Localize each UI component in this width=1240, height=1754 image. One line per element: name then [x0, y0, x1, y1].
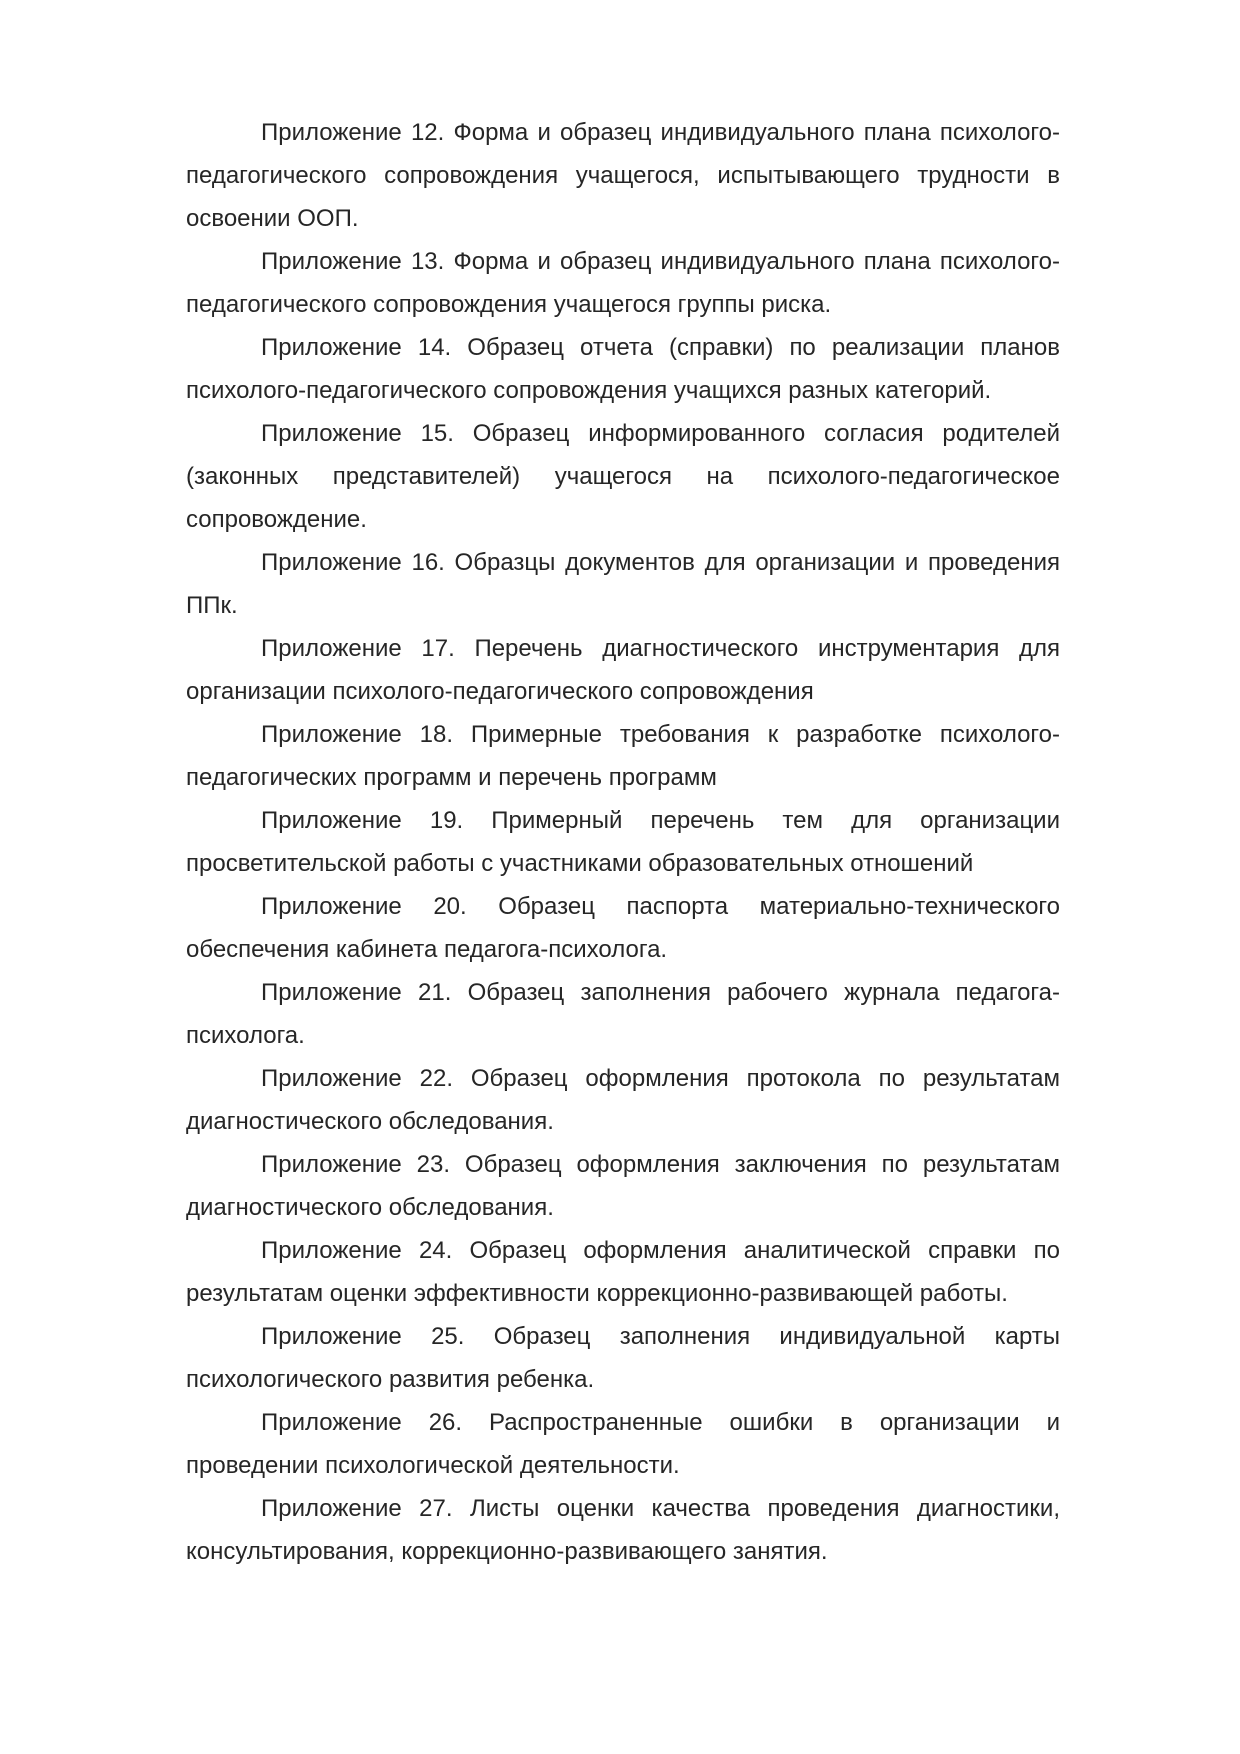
appendix-14: Приложение 14. Образец отчета (справки) по реализации планов психолого-педагогического сопровождения учащихся разных категорий. [186, 334, 1060, 404]
appendix-19: Приложение 19. Примерный перечень тем для организации просветительской работы с участниками образовательных отношений [186, 807, 1060, 877]
appendix-25: Приложение 25. Образец заполнения индивидуальной карты психологического развития ребенка. [186, 1323, 1060, 1393]
appendix-23: Приложение 23. Образец оформления заключения по результатам диагностического обследования. [186, 1151, 1060, 1221]
appendix-21: Приложение 21. Образец заполнения рабочего журнала педагога-психолога. [186, 979, 1060, 1049]
appendix-16: Приложение 16. Образцы документов для организации и проведения ППк. [186, 549, 1060, 619]
appendix-24: Приложение 24. Образец оформления аналитической справки по результатам оценки эффективности коррекционно-развивающей работы. [186, 1237, 1060, 1307]
appendix-26: Приложение 26. Распространенные ошибки в организации и проведении психологической деятельности. [186, 1409, 1060, 1479]
document-page [186, 111, 1060, 1573]
appendix-15: Приложение 15. Образец информированного согласия родителей (законных представителей) учащегося на психолого-педагогическое сопровождение. [186, 420, 1060, 533]
appendix-20: Приложение 20. Образец паспорта материально-технического обеспечения кабинета педагога-психолога. [186, 893, 1060, 963]
appendix-27: Приложение 27. Листы оценки качества проведения диагностики, консультирования, коррекционно-развивающего занятия. [186, 1495, 1060, 1565]
appendix-13: Приложение 13. Форма и образец индивидуального плана психолого-педагогического сопровождения учащегося группы риска. [186, 248, 1060, 318]
appendix-12: Приложение 12. Форма и образец индивидуального плана психолого-педагогического сопровождения учащегося, испытывающего трудности в освоении ООП. [186, 119, 1060, 232]
appendix-22: Приложение 22. Образец оформления протокола по результатам диагностического обследования. [186, 1065, 1060, 1135]
appendix-17: Приложение 17. Перечень диагностического инструментария для организации психолого-педагогического сопровождения [186, 635, 1060, 705]
appendix-18: Приложение 18. Примерные требования к разработке психолого-педагогических программ и перечень программ [186, 721, 1060, 791]
